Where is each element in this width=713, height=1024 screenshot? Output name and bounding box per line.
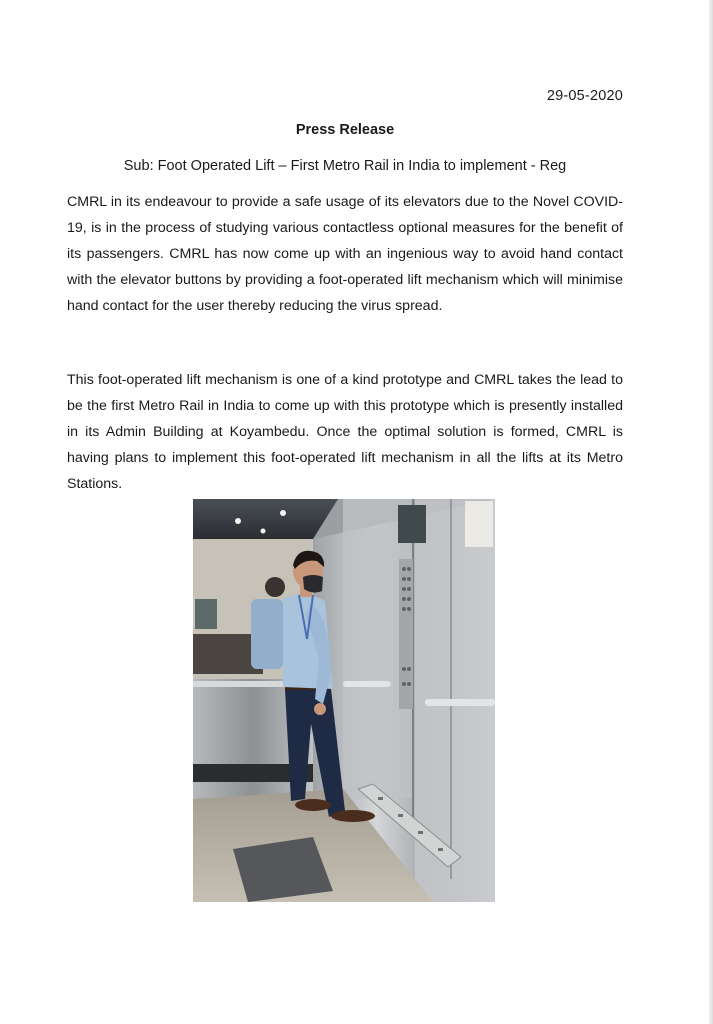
page-title: Press Release [295,122,395,138]
release-date: 29-05-2020 [546,88,623,104]
subject-line: Sub: Foot Operated Lift – First Metro Rail in India to implement - Reg [123,158,567,174]
paper-notice [465,501,493,547]
ceiling-light [280,510,286,516]
body-paragraph-1: CMRL in its endeavour to provide a safe usage of its elevators due to the Novel COVID-19, is in the process of studying various contactless optional measures for the benefit of its passengers. CMRL has now come up with an ingenious way to avoid hand contact with the elevator buttons by providing a foot-operated lift mechanism which will minimise hand contact for the user thereby reducing the virus spread. [67,194,623,314]
button-panel [399,559,413,709]
elevator-photo [193,499,495,902]
ceiling [193,499,338,539]
handrail [343,681,391,687]
handrail [425,699,495,706]
floor-display [398,505,426,543]
ceiling-light [235,518,241,524]
reflection-person [251,599,283,669]
ceiling-light [261,529,266,534]
page-edge-shadow [709,0,713,1024]
notice-frame [195,599,217,629]
reflection-head [265,577,285,597]
body-paragraph-2: This foot-operated lift mechanism is one of a kind prototype and CMRL takes the lead to be the first Metro Rail in India to come up with this prototype which is presently installed in its Admin Building at Koyambedu. Once the optimal solution is formed, CMRL is having plans to implement this foot-operated lift mechanism in all the lifts at its Metro Stations. [67,372,623,492]
